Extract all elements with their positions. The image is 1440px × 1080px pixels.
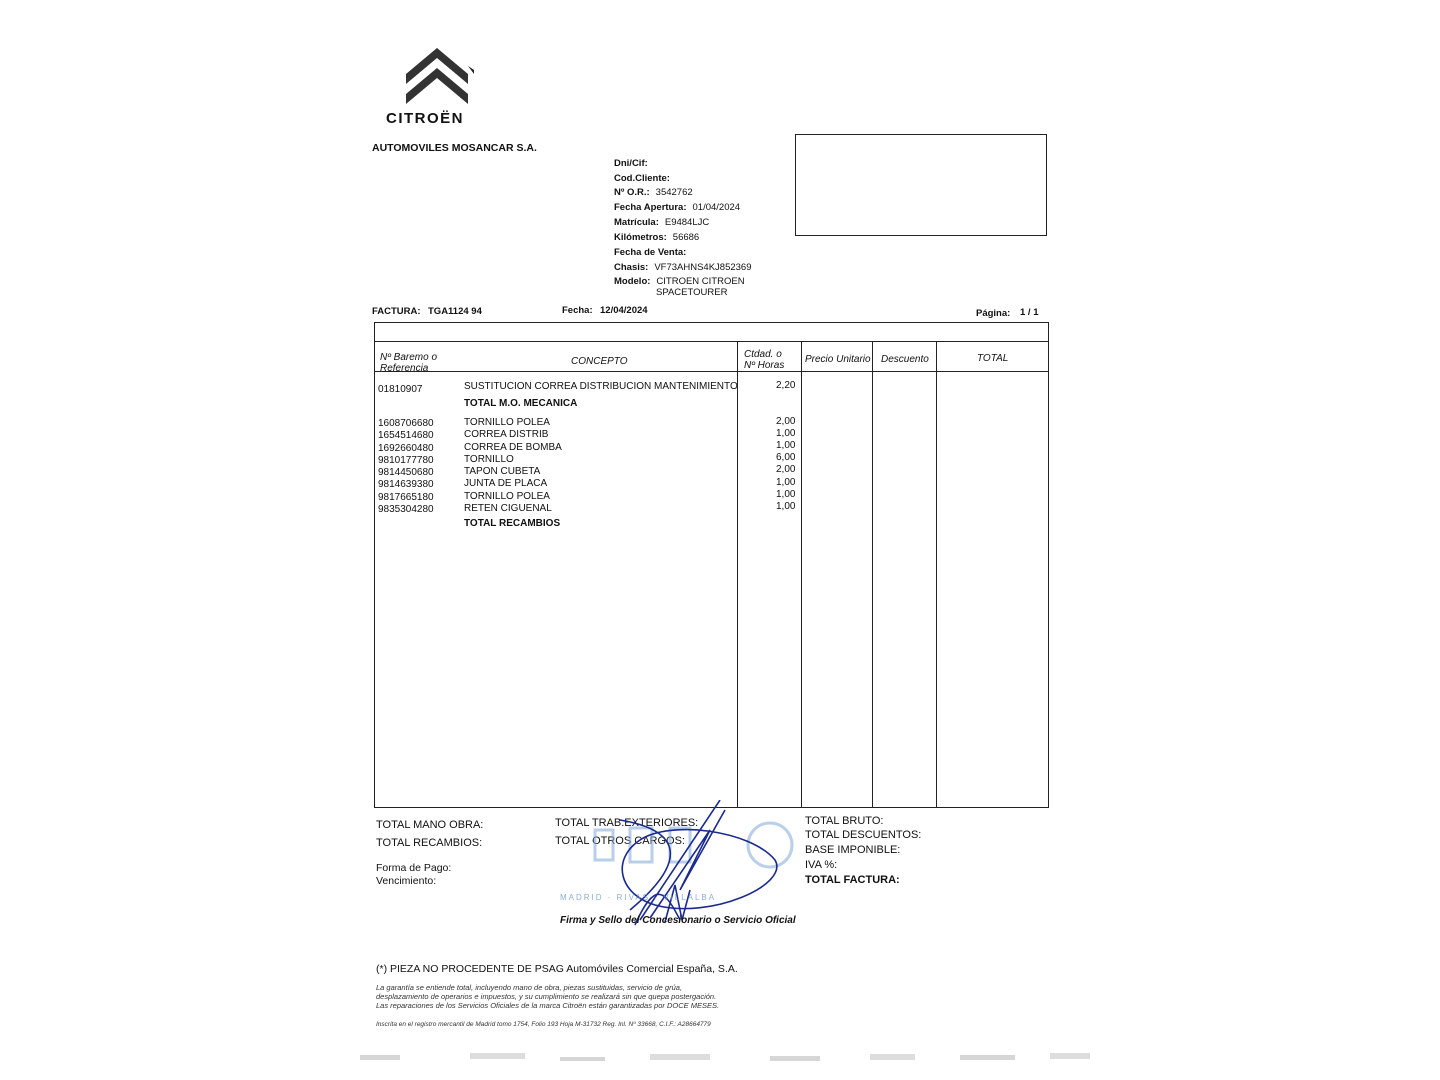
total-recambios-label: TOTAL RECAMBIOS:	[376, 837, 483, 849]
table-row-ref: 1608706680	[378, 418, 434, 429]
total-trab-ext-label: TOTAL TRAB.EXTERIORES:	[555, 817, 699, 829]
brand-name: CITROËN	[386, 110, 464, 127]
info-kilometros: Kilómetros: 56686	[614, 232, 700, 243]
pagina-label: Página:	[976, 308, 1011, 319]
fecha-label: Fecha:	[562, 305, 593, 316]
table-row-ref: 9814639380	[378, 479, 434, 490]
total-bruto-label: TOTAL BRUTO:	[805, 815, 884, 827]
table-row-cant: 1,00	[776, 440, 796, 451]
factura-number: TGA1124 94	[428, 306, 482, 317]
company-name: AUTOMOVILES MOSANCAR S.A.	[372, 142, 537, 154]
table-row-ref: 01810907	[378, 384, 423, 395]
table-row-concepto: TORNILLO POLEA	[464, 491, 550, 502]
col-divider	[936, 342, 937, 808]
subtotal-mo-label: TOTAL M.O. MECANICA	[464, 398, 578, 409]
table-row-cant: 1,00	[776, 501, 796, 512]
table-row-concepto: TORNILLO	[464, 454, 514, 465]
header-divider	[374, 371, 1049, 372]
info-dni: Dni/Cif:	[614, 158, 648, 169]
invoice-table	[374, 322, 1049, 808]
col-divider	[801, 342, 802, 808]
table-row-cant: 1,00	[776, 477, 796, 488]
table-row-cant: 2,00	[776, 464, 796, 475]
pieza-note: (*) PIEZA NO PROCEDENTE DE PSAG Automóviles Comercial España, S.A.	[376, 963, 738, 975]
table-row-concepto: TAPON CUBETA	[464, 466, 541, 477]
info-modelo: Modelo: CITROEN CITROEN	[614, 276, 745, 287]
col-divider	[872, 342, 873, 808]
info-chasis: Chasis: VF73AHNS4KJ852369	[614, 262, 752, 273]
col-total-header: TOTAL	[977, 353, 1009, 364]
info-fecha-apertura: Fecha Apertura: 01/04/2024	[614, 202, 741, 213]
info-cod-cliente: Cod.Cliente:	[614, 173, 670, 184]
table-row-ref: 1692660480	[378, 443, 434, 454]
table-row-concepto: CORREA DISTRIB	[464, 429, 549, 440]
info-or: Nº O.R.: 3542762	[614, 187, 693, 198]
table-row-concepto: TORNILLO POLEA	[464, 417, 550, 428]
total-otros-cargos-label: TOTAL OTROS CARGOS:	[555, 835, 685, 847]
garantia-line: La garantía se entiende total, incluyendo mano de obra, piezas sustituidas, servicio de grúa,	[376, 983, 683, 992]
col-descuento-header: Descuento	[881, 354, 929, 365]
total-descuentos-label: TOTAL DESCUENTOS:	[805, 829, 922, 841]
info-fecha-venta: Fecha de Venta:	[614, 247, 687, 258]
col-ref-header: Nº Baremo o Referencia	[380, 352, 438, 374]
pagina-value: 1 / 1	[1020, 307, 1039, 318]
info-matricula: Matrícula: E9484LJC	[614, 217, 710, 228]
scan-noise	[350, 1045, 1110, 1075]
table-row-cant: 2,20	[776, 380, 796, 391]
stamp-text: MADRID · RIVAS · VILLALBA	[560, 893, 717, 902]
table-row-cant: 1,00	[776, 428, 796, 439]
table-row-cant: 6,00	[776, 452, 796, 463]
forma-pago-label: Forma de Pago:	[376, 862, 452, 874]
table-row-cant: 1,00	[776, 489, 796, 500]
col-concepto-header: CONCEPTO	[571, 356, 628, 367]
col-divider	[737, 342, 738, 808]
table-top-strip	[374, 322, 1049, 342]
col-cantidad-header: Ctdad. o Nº Horas	[744, 349, 785, 371]
subtotal-recambios-label: TOTAL RECAMBIOS	[464, 518, 561, 529]
total-factura-label: TOTAL FACTURA:	[805, 874, 900, 886]
table-row-concepto: RETEN CIGUENAL	[464, 503, 552, 514]
table-row-concepto: JUNTA DE PLACA	[464, 478, 548, 489]
vencimiento-label: Vencimiento:	[376, 875, 437, 887]
garantia-line: desplazamiento de operarios e impuestos, y su cumplimiento se realizará sin que quepa postergación.	[376, 992, 717, 1001]
factura-label: FACTURA:	[372, 306, 421, 317]
table-row-concepto: CORREA DE BOMBA	[464, 442, 562, 453]
table-row-ref: 9810177780	[378, 455, 434, 466]
col-precio-header: Precio Unitario	[805, 354, 871, 365]
fecha-value: 12/04/2024	[600, 305, 648, 316]
info-modelo-line2: SPACETOURER	[656, 287, 728, 298]
total-mano-obra-label: TOTAL MANO OBRA:	[376, 819, 484, 831]
table-row-ref: 9835304280	[378, 504, 434, 515]
table-row-ref: 1654514680	[378, 430, 434, 441]
base-imponible-label: BASE IMPONIBLE:	[805, 844, 901, 856]
address-box	[795, 134, 1047, 236]
registro-mercantil: Inscrita en el registro mercantil de Madrid tomo 1754, Folio 193 Hoja M-31732 Reg. Inl. Nº 33668, C.I.F.: A28664779	[376, 1021, 711, 1028]
garantia-line: Las reparaciones de los Servicios Oficiales de la marca Citroën están garantizadas por DOCE MESES.	[376, 1001, 720, 1010]
table-row-concepto: SUSTITUCION CORREA DISTRIBUCION MANTENIMIENTO	[464, 381, 738, 392]
firma-sello-label: Firma y Sello del Concesionario o Servicio Oficial	[560, 915, 796, 926]
table-row-ref: 9814450680	[378, 467, 434, 478]
table-row-ref: 9817665180	[378, 492, 434, 503]
table-row-cant: 2,00	[776, 416, 796, 427]
iva-label: IVA %:	[805, 859, 838, 871]
